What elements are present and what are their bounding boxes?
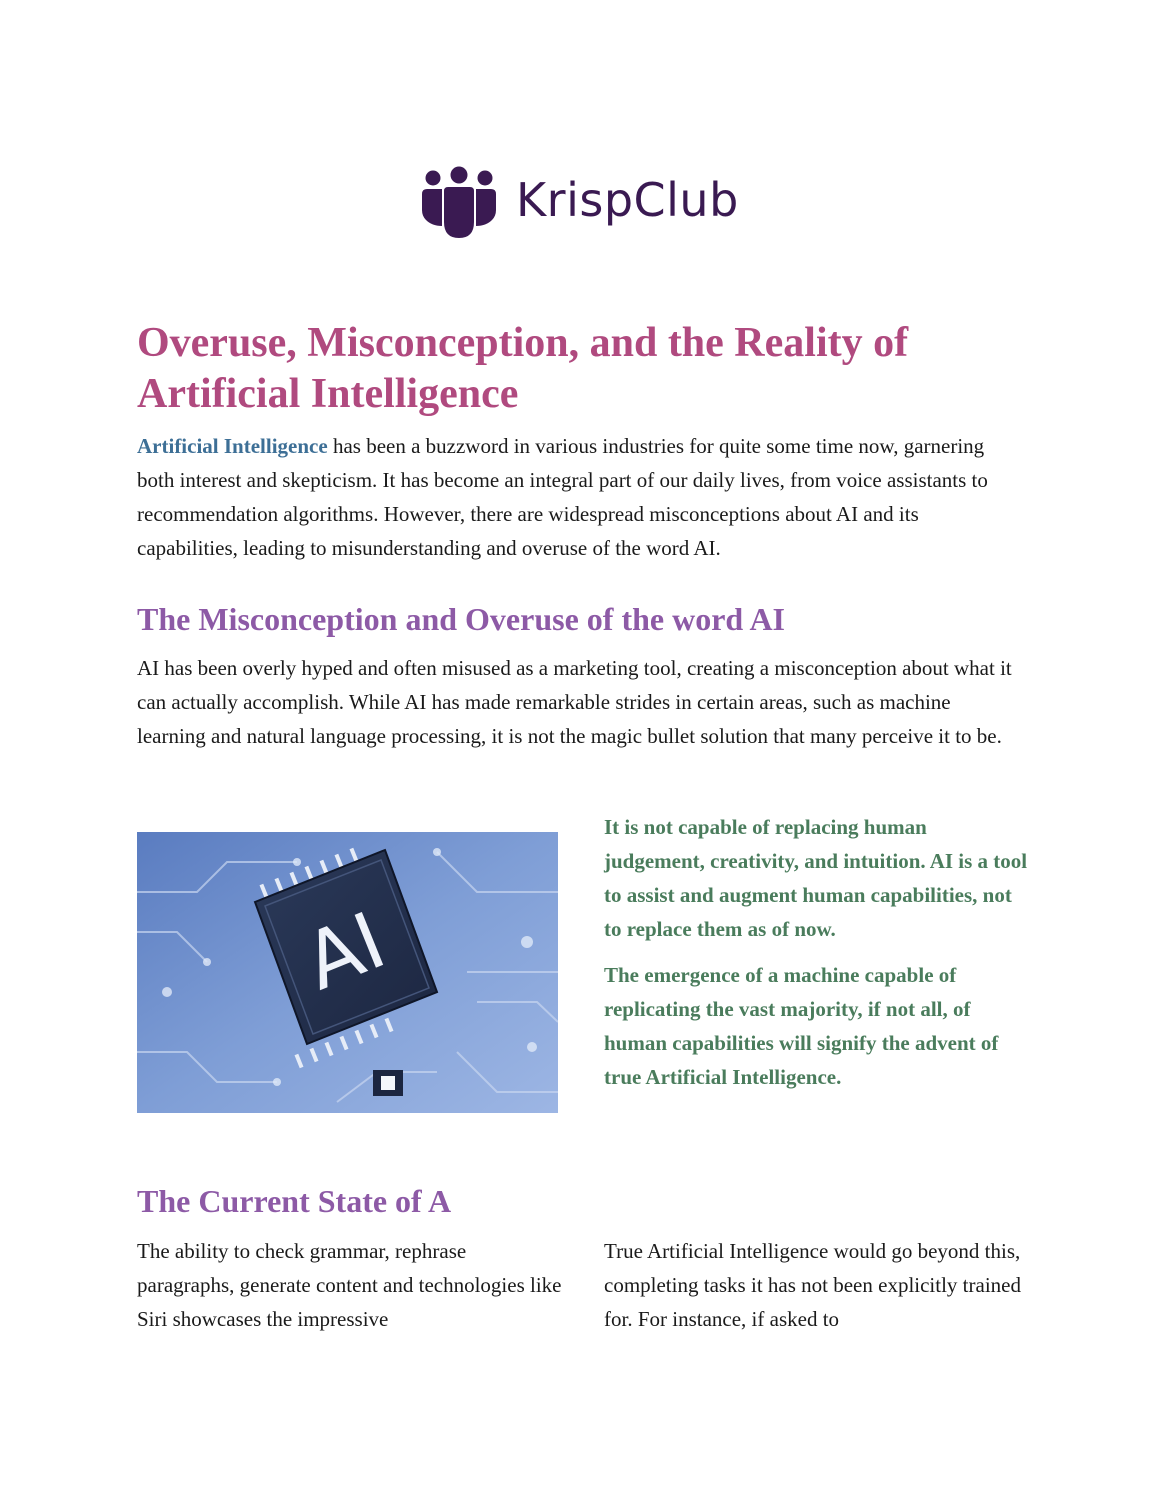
intro-lead-term: Artificial Intelligence [137,434,328,458]
current-state-right-column: True Artificial Intelligence would go beyond this, completing tasks it has not been explicitly trained for. For instance, if asked to [604,1239,1021,1331]
callout-human-judgement: It is not capable of replacing human judgement, creativity, and intuition. AI is a tool to assist and augment human capabilities, not to replace them as of now. [604,815,1028,941]
intro-text: has been a buzzword in various industries for quite some time now, garnering both interest and skepticism. It has become an integral part of our daily lives, from voice assistants to recommendation algorithms. However, there are widespread misconceptions about AI and its capabilities, leading to misunderstanding and overuse of the word AI. [137,434,988,560]
current-state-left-column: The ability to check grammar, rephrase paragraphs, generate content and technologies like Siri showcases the impressive [137,1239,562,1331]
section-heading-current-state: The Current State of A [137,1183,452,1219]
intro-paragraph [137,429,1023,565]
people-group-icon [420,166,498,240]
callout-true-ai: The emergence of a machine capable of replicating the vast majority, if not all, of human capabilities will signify the advent of true Artificial Intelligence. [604,963,999,1089]
brand-name: KrispClub [516,173,739,227]
ai-chip-label: AI [292,896,398,1009]
article-title: Overuse, Misconception, and the Reality of Artificial Intelligence [137,320,909,417]
section-heading-misconception: The Misconception and Overuse of the word AI [137,601,785,637]
section-paragraph-misconception: AI has been overly hyped and often misused as a marketing tool, creating a misconception about what it can actually accomplish. While AI has made remarkable strides in certain areas, such as machine learning and natural language processing, it is not the magic bullet solution that many perceive it to be. [137,656,1012,748]
ai-chip-image [137,832,558,1113]
brand-logo [420,166,739,240]
document-page [137,0,1028,1500]
